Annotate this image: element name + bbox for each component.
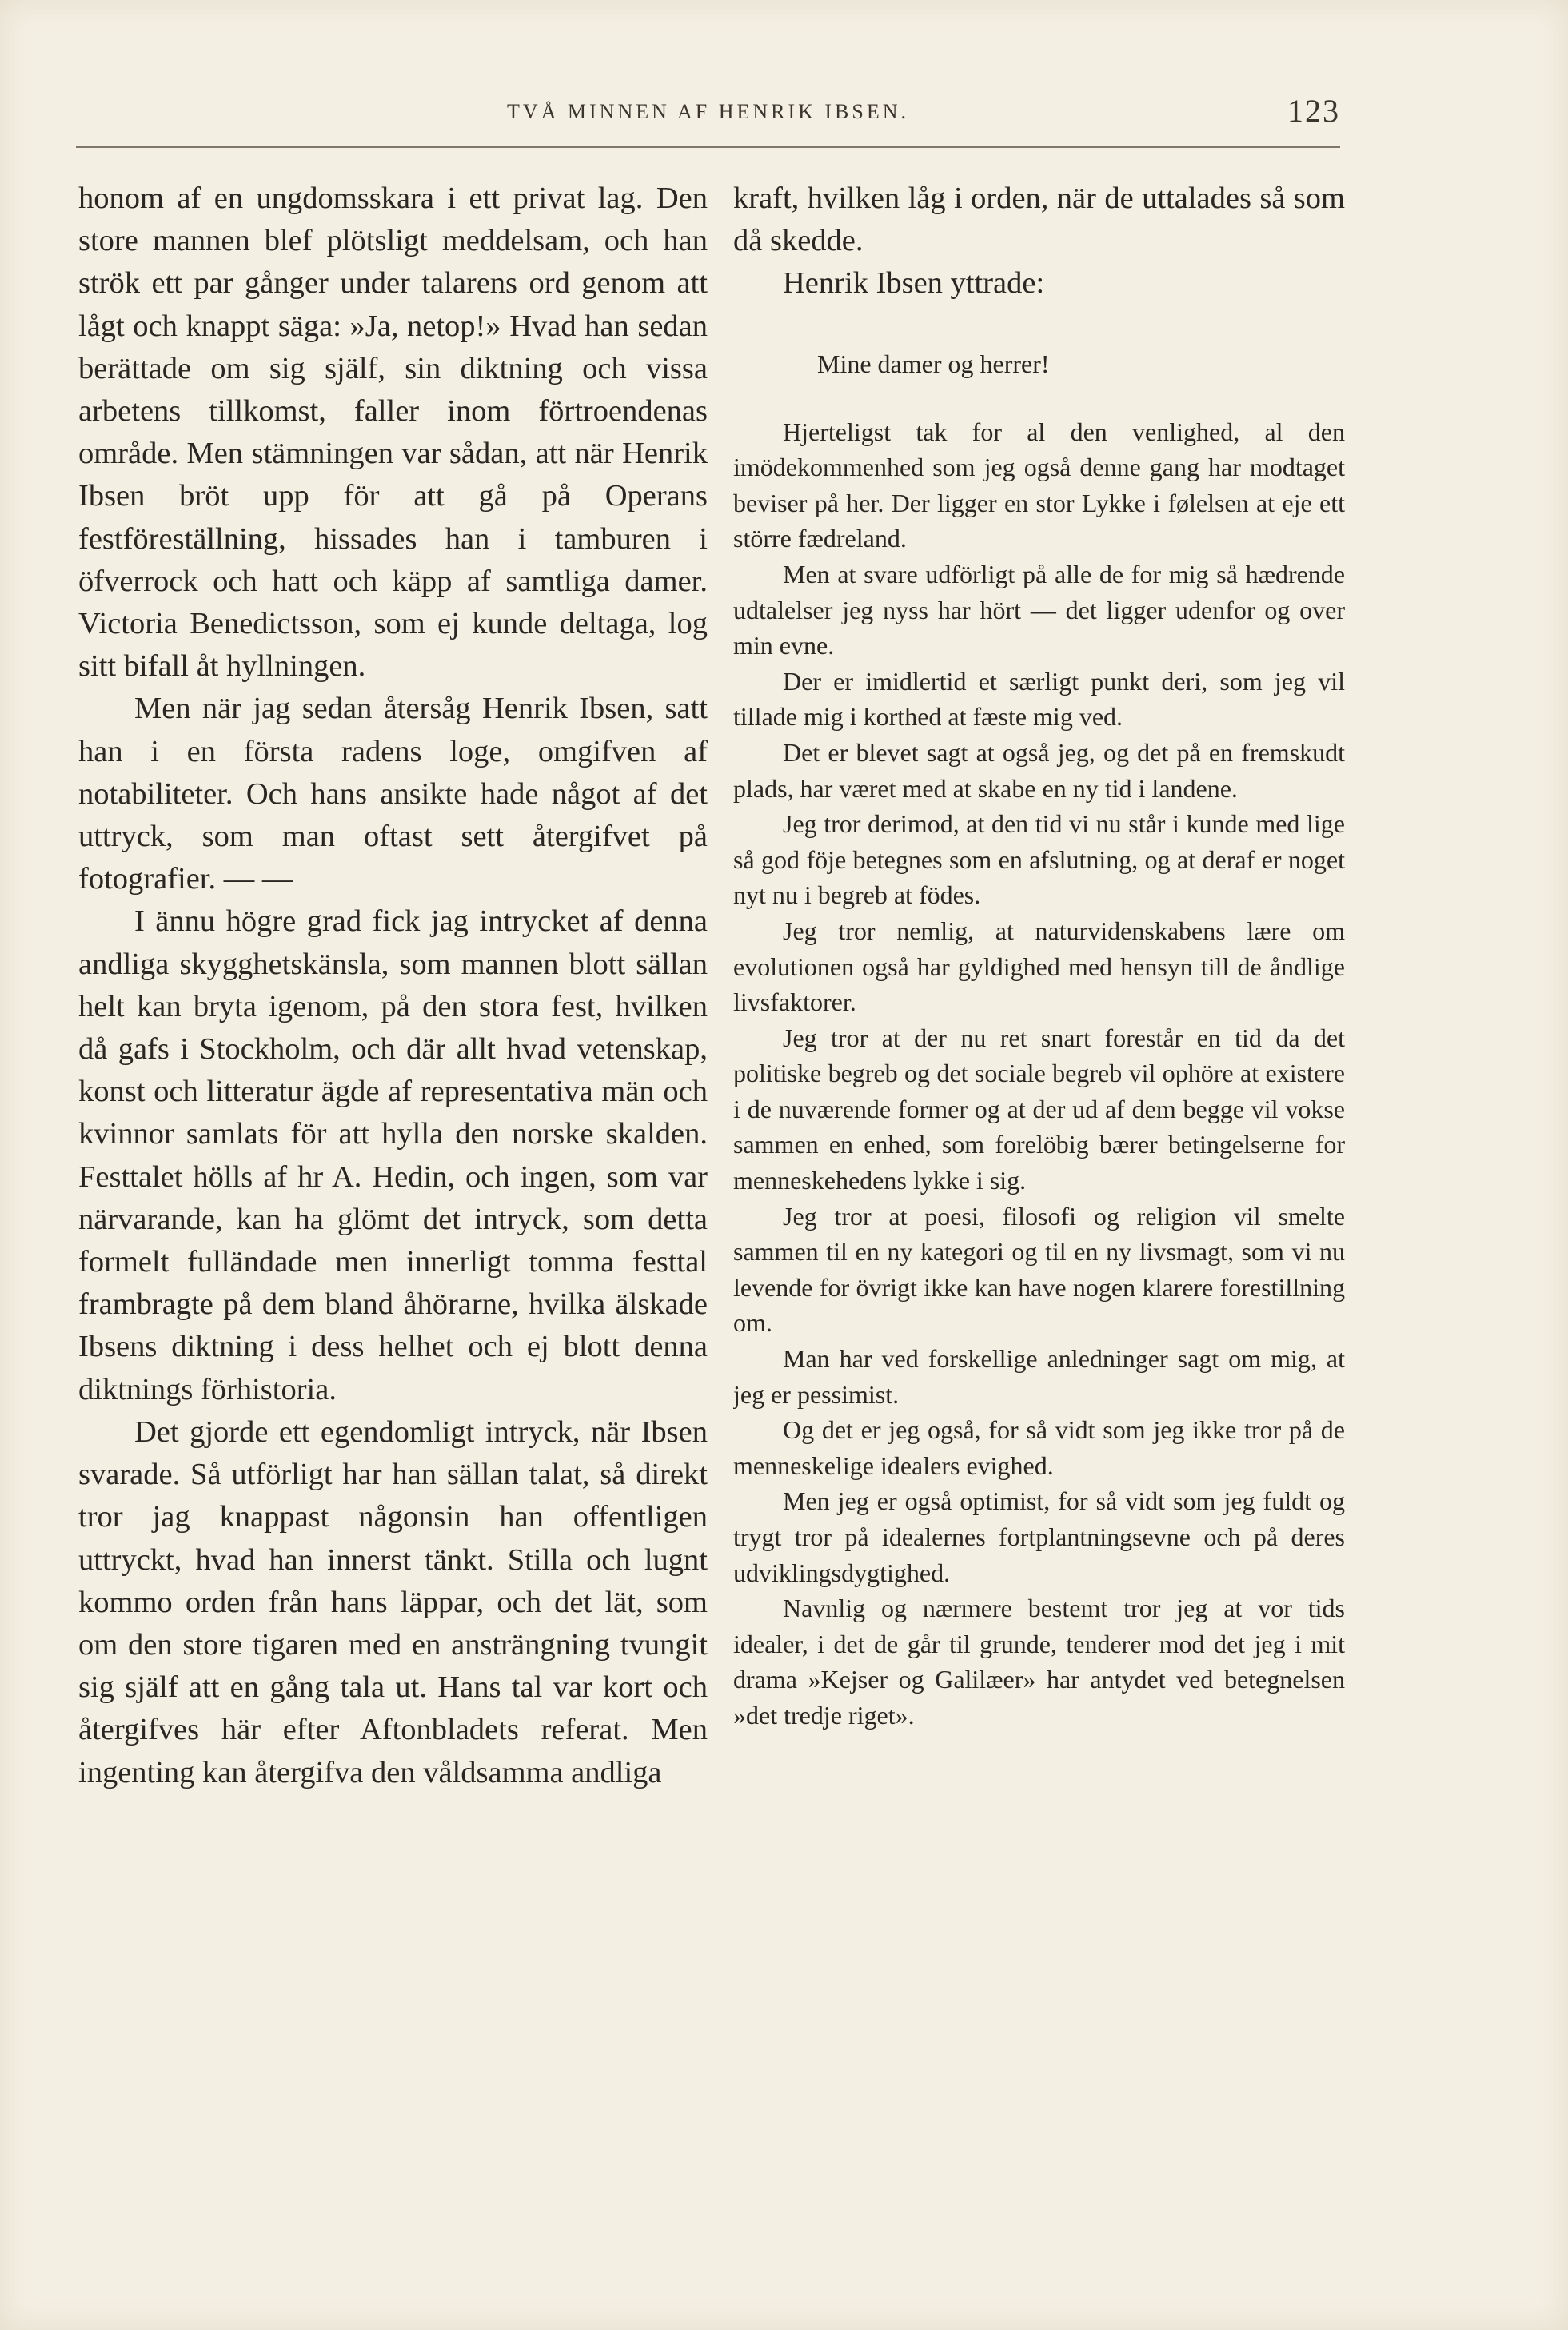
speech-salutation: Mine damer og herrer! [817, 349, 1050, 378]
speech-paragraph: Navnlig og nærmere bestemt tror jeg at vor tids idealer, i det de går til grunde, tenderer mod det jeg i mit drama »Kejser og Galilæer» har antydet ved betegnelsen »det tredje riget». [733, 1594, 1345, 1730]
paragraph: kraft, hvilken låg i orden, när de uttalades så som då skedde. [733, 182, 1345, 257]
speech-paragraph: Man har ved forskellige anledninger sagt om mig, at jeg er pessimist. [733, 1344, 1345, 1409]
speech-paragraph: Det er blevet sagt at også jeg, og det på en fremskudt plads, har været med at skabe en ny tid i landene. [733, 737, 1345, 803]
speech-paragraph: Jeg tror at poesi, filosofi og religion vil smelte sammen til en ny kategori og til en ny livsmagt, som vi nu levende for övrigt ikke kan have nogen klarere forestillning om. [733, 1201, 1345, 1338]
speech-paragraph: Men jeg er også optimist, for så vidt som jeg fuldt og trygt tror på idealernes fortplantningsevne och på deres udviklingsdygtighed. [733, 1486, 1345, 1587]
paragraph: Men när jag sedan återsåg Henrik Ibsen, satt han i en första radens loge, omgifven af notabiliteter. Och hans ansikte hade något af det uttryck, som man oftast sett återgifvet på fotografier. — — [78, 692, 708, 896]
speech-paragraph: Jeg tror derimod, at den tid vi nu står i kunde med lige så god föje betegnes som en afslutning, og at deraf er noget nyt nu i begreb at födes. [733, 809, 1345, 910]
speech-paragraph: Hjerteligst tak for al den venlighed, al den imödekommenhed som jeg også denne gang har modtaget beviser på her. Der ligger en stor Lykke i følelsen at eje ett större fædreland. [733, 417, 1345, 553]
speech-paragraph: Der er imidlertid et særligt punkt deri, som jeg vil tillade mig i korthed at fæste mig ved. [733, 666, 1345, 732]
paragraph: I ännu högre grad fick jag intrycket af denna andliga skygghetskänsla, som mannen blott sällan helt kan bryta igenom, på den stora fest, hvilken då gafs i Stockholm, och där allt hvad vetenskap, konst och litteratur ägde af representativa män och kvinnor samlats för att hylla den norske skalden. Festtalet hölls af hr A. Hedin, och ingen, som var närvarande, kan ha glömt det intryck, som detta formelt fulländade men innerligt tomma festtal frambragte på dem bland åhörarne, hvilka älskade Ibsens diktning i dess helhet och ej blott denna diktnings förhistoria. [78, 904, 708, 1406]
speech-paragraph: Men at svare udförligt på alle de for mig så hædrende udtalelser jeg nyss har hört — det ligger udenfor og over min evne. [733, 559, 1345, 660]
page-number: 123 [1287, 93, 1340, 129]
right-column [733, 178, 1345, 1734]
header-rule [76, 146, 1340, 148]
speech-paragraph: Jeg tror at der nu ret snart forestår en tid da det politiske begreb og det sociale begreb vil ophöre at existere i de nuværende former og at der ud af dem begge vil vokse sammen en enhed, som forelöbig bærer betingelserne for menneskehedens lykke i sig. [733, 1023, 1345, 1195]
speech-paragraph: Og det er jeg også, for så vidt som jeg ikke tror på de menneskelige idealers evighed. [733, 1415, 1345, 1480]
left-column [78, 178, 708, 1794]
running-header [76, 92, 1340, 150]
running-title: TVÅ MINNEN AF HENRIK IBSEN. [506, 100, 910, 123]
paragraph: honom af en ungdomsskara i ett privat lag. Den store mannen blef plötsligt meddelsam, och han strök ett par gånger under talarens ord genom att lågt och knappt säga: »Ja, netop!» Hvad han sedan berättade om sig själf, sin diktning och vissa arbetens tillkomst, faller inom förtroendenas område. Men stämningen var sådan, att när Henrik Ibsen bröt upp för att gå på Operans festföreställning, hissades han i tamburen i öfverrock och hatt och käpp af samtliga damer. Victoria Benedictsson, som ej kunde deltaga, log sitt bifall åt hyllningen. [78, 182, 708, 684]
speech-paragraph: Jeg tror nemlig, at naturvidenskabens lære om evolutionen også har gyldighed med hensyn till de åndlige livsfaktorer. [733, 916, 1345, 1017]
paragraph: Henrik Ibsen yttrade: [783, 266, 1045, 300]
paragraph: Det gjorde ett egendomligt intryck, när Ibsen svarade. Så utförligt har han sällan talat, så direkt tror jag knappast någonsin han offentligen uttryckt, hvad han innerst tänkt. Stilla och lugnt kommo orden från hans läppar, och det lät, som om den store tigaren med en ansträngning tvungit sig själf att en gång tala ut. Hans tal var kort och återgifves här efter Aftonbladets referat. Men ingenting kan återgifva den våldsamma andliga [78, 1414, 708, 1789]
